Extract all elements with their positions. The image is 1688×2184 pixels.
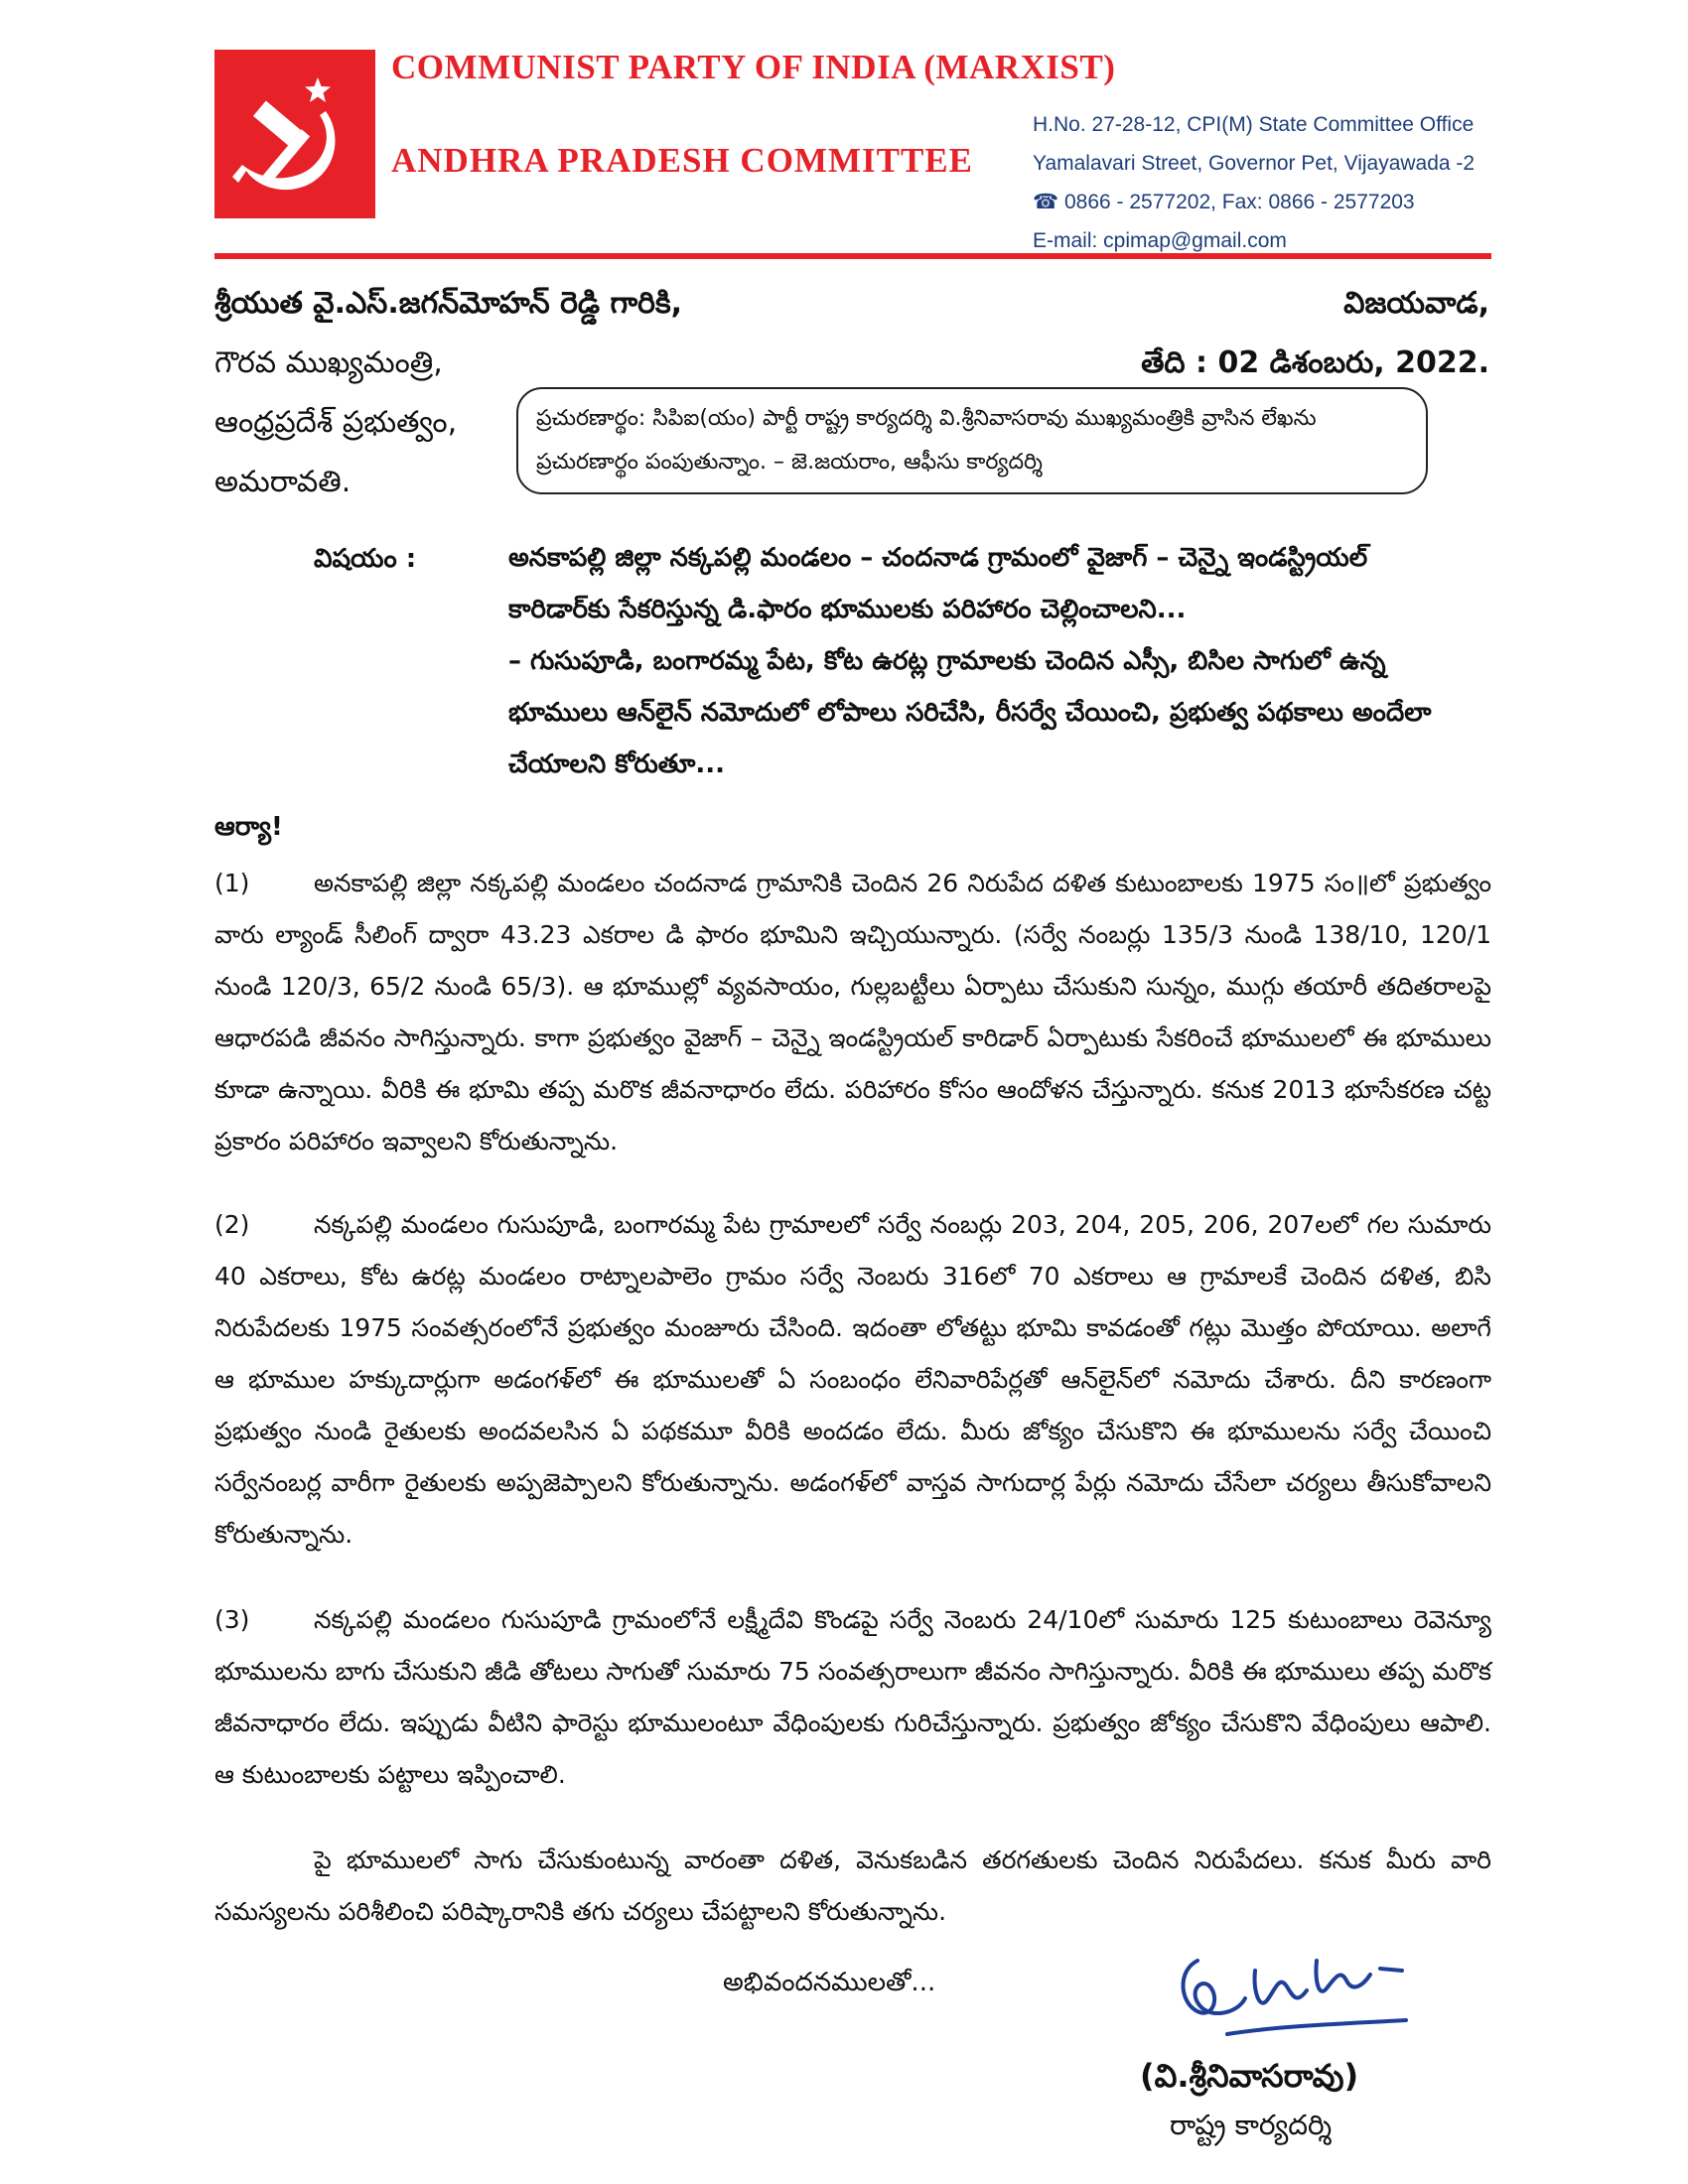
signer-designation: రాష్ట్ర కార్యదర్శి	[1170, 2109, 1333, 2141]
place: విజయవాడ,	[1343, 286, 1489, 321]
addressee-title: గౌరవ ముఖ్యమంత్రి,	[214, 345, 443, 380]
subject-label: విషయం :	[314, 544, 417, 574]
paragraph-text: నక్కపల్లి మండలం గుసుపూడి గ్రామంలోనే లక్ష్మీదేవి కొండపై సర్వే నెంబరు 24/10లో సుమారు 125 కుటుంబాలు రెవెన్యూ భూములను బాగు చేసుకుని జీడి తోటలు సాగుతో సుమారు 75 సంవత్సరాలుగా జీవనం సాగిస్తున్నారు. వీరికి ఈ భూములు తప్ప మరొక జీవనాధారం లేదు. ఇప్పుడు వీటిని ఫారెస్టు భూములంటూ వేధింపులకు గురిచేస్తున్నారు. ప్రభుత్వం జోక్యం చేసుకొని వేధింపులు ఆపాలి. ఆ కుటుంబాలకు పట్టాలు ఇప్పించాలి.	[214, 1605, 1491, 1789]
handwritten-signature	[1168, 1941, 1426, 2045]
email-line: E-mail: cpimap@gmail.com	[1033, 229, 1287, 252]
subject-line: భూములు ఆన్‌లైన్ నమోదులో లోపాలు సరిచేసి, రీసర్వే చేయించి, ప్రభుత్వ పథకాలు అందేలా	[508, 698, 1432, 728]
party-logo	[214, 50, 375, 218]
paragraph-number: (2)	[214, 1210, 250, 1239]
addressee-name: శ్రీయుత వై.ఎస్.జగన్‌మోహన్ రెడ్డి గారికి,	[214, 286, 683, 321]
press-release-note: ప్రచురణార్థం: సిపిఐ(యం) పార్టీ రాష్ట్ర కార్యదర్శి వి.శ్రీనివాసరావు ముఖ్యమంత్రికి వ్రాసిన లేఖను ప్రచురణార్థం పంపుతున్నాం. – జె.జయరాం, ఆఫీసు కార్యదర్శి	[516, 387, 1428, 494]
addressee-city: అమరావతి.	[214, 465, 352, 499]
subject-line: – గుసుపూడి, బంగారమ్మ పేట, కోట ఉరట్ల గ్రామాలకు చెందిన ఎస్సీ, బిసిల సాగులో ఉన్న	[508, 646, 1386, 676]
party-name: COMMUNIST PARTY OF INDIA (MARXIST)	[391, 48, 1116, 86]
letterhead-divider	[214, 253, 1491, 259]
paragraph-text: అనకాపల్లి జిల్లా నక్కపల్లి మండలం చందనాడ గ్రామానికి చెందిన 26 నిరుపేద దళిత కుటుంబాలకు 1975 సం॥లో ప్రభుత్వం వారు ల్యాండ్ సీలింగ్ ద్వారా 43.23 ఎకరాల డి ఫారం భూమిని ఇచ్చియున్నారు. (సర్వే నంబర్లు 135/3 నుండి 138/10, 120/1 నుండి 120/3, 65/2 నుండి 65/3). ఆ భూముల్లో వ్యవసాయం, గుల్లబట్టీలు ఏర్పాటు చేసుకుని సున్నం, ముగ్గు తయారీ తదితరాలపై ఆధారపడి జీవనం సాగిస్తున్నారు. కాగా ప్రభుత్వం వైజాగ్ – చెన్నై ఇండస్ట్రియల్ కారిడార్ ఏర్పాటుకు సేకరించే భూములలో ఈ భూములు కూడా ఉన్నాయి. వీరికి ఈ భూమి తప్ప మరొక జీవనాధారం లేదు. పరిహారం కోసం ఆందోళన చేస్తున్నారు. కనుక 2013 భూసేకరణ చట్ట ప్రకారం పరిహారం ఇవ్వాలని కోరుతున్నాను.	[214, 869, 1491, 1156]
address-line: H.No. 27-28-12, CPI(M) State Committee Office	[1033, 113, 1475, 136]
star-icon	[305, 77, 331, 102]
place-date-block	[1141, 274, 1489, 393]
salutation: ఆర్యా!	[214, 812, 283, 842]
closing-greeting: అభివందనములతో...	[723, 1968, 936, 1997]
body-paragraph-2	[214, 1199, 1491, 1561]
address-line: Yamalavari Street, Governor Pet, Vijayawada -2	[1033, 152, 1476, 175]
paragraph-text: నక్కపల్లి మండలం గుసుపూడి, బంగారమ్మ పేట గ్రామాలలో సర్వే నంబర్లు 203, 204, 205, 206, 207లలో గల సుమారు 40 ఎకరాలు, కోట ఉరట్ల మండలం రాట్నాలపాలెం గ్రామం సర్వే నెంబరు 316లో 70 ఎకరాలు ఆ గ్రామాలకే చెందిన దళిత, బిసి నిరుపేదలకు 1975 సంవత్సరంలోనే ప్రభుత్వం మంజూరు చేసింది. ఇదంతా లోతట్టు భూమి కావడంతో గట్లు మొత్తం పోయాయి. అలాగే ఆ భూముల హక్కుదార్లుగా అడంగళ్‌లో ఈ భూములతో ఏ సంబంధం లేనివారిపేర్లతో ఆన్‌లైన్‌లో నమోదు చేశారు. దీని కారణంగా ప్రభుత్వం నుండి రైతులకు అందవలసిన ఏ పథకమూ వీరికి అందడం లేదు. మీరు జోక్యం చేసుకొని ఈ భూములను సర్వే చేయించి సర్వేనంబర్ల వారీగా రైతులకు అప్పజెప్పాలని కోరుతున్నాను. అడంగళ్‌లో వాస్తవ సాగుదార్ల పేర్లు నమోదు చేసేలా చర్యలు తీసుకోవాలని కోరుతున్నాను.	[214, 1210, 1491, 1549]
phone-fax-line: ☎ 0866 - 2577202, Fax: 0866 - 2577203	[1033, 191, 1415, 213]
committee-name: ANDHRA PRADESH COMMITTEE	[391, 141, 973, 180]
body-paragraph-3	[214, 1594, 1491, 1801]
signer-name: (వి.శ్రీనివాసరావు)	[1140, 2057, 1359, 2095]
subject-text	[508, 532, 1491, 790]
paragraph-number: (1)	[214, 869, 250, 897]
subject-line: చేయాలని కోరుతూ...	[508, 750, 725, 779]
hammer-sickle-star-icon	[214, 50, 375, 218]
paragraph-number: (3)	[214, 1605, 250, 1634]
body-paragraph-1	[214, 858, 1491, 1167]
subject-line: కారిడార్‌కు సేకరిస్తున్న డి.ఫారం భూములకు పరిహారం చెల్లించాలని...	[508, 595, 1187, 624]
subject-line: అనకాపల్లి జిల్లా నక్కపల్లి మండలం – చందనాడ గ్రామంలో వైజాగ్ – చెన్నై ఇండస్ట్రియల్	[508, 543, 1368, 573]
letter-date: తేది : 02 డిశంబరు, 2022.	[1141, 345, 1489, 380]
office-address	[1033, 105, 1475, 260]
paragraph-text: పై భూములలో సాగు చేసుకుంటున్న వారంతా దళిత, వెనుకబడిన తరగతులకు చెందిన నిరుపేదలు. కనుక మీరు వారి సమస్యలను పరిశీలించి పరిష్కారానికి తగు చర్యలు చేపట్టాలని కోరుతున్నాను.	[214, 1845, 1491, 1926]
addressee-government: ఆంధ్రప్రదేశ్ ప్రభుత్వం,	[214, 405, 458, 440]
body-paragraph-conclusion	[214, 1835, 1491, 1938]
